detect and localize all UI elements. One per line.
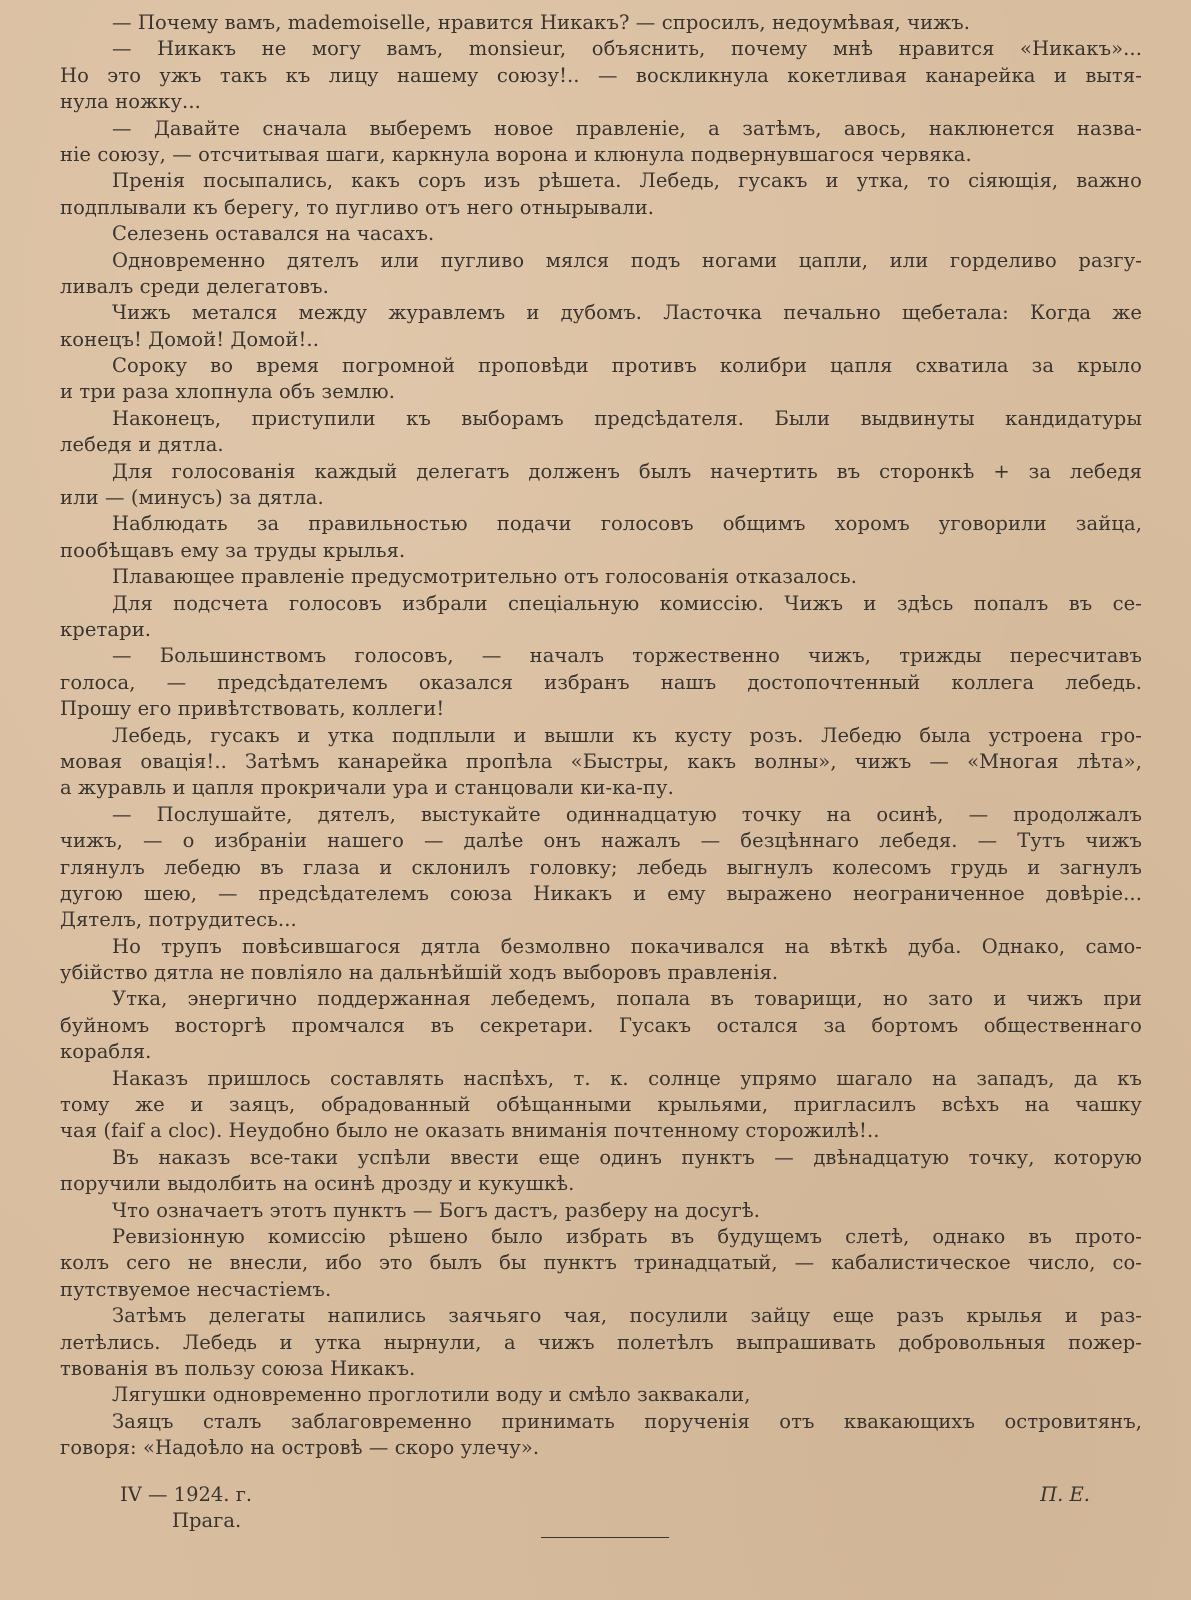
text-line: Наконецъ, приступили къ выборамъ предсѣдателя. Были выдвинуты кандидатуры <box>112 406 1142 430</box>
paragraph <box>60 406 1142 459</box>
paragraph <box>60 802 1142 934</box>
paragraph <box>60 1198 1142 1224</box>
paragraph <box>60 1303 1142 1382</box>
text-line: тому же и заяцъ, обрадованный обѣщанными крыльями, пригласилъ всѣхъ на чашку <box>60 1093 1142 1117</box>
text-line: лебедя и дятла. <box>60 433 224 457</box>
text-line: — Почему вамъ, mademoiselle, нравится Никакъ? — спросилъ, недоумѣвая, чижъ. <box>112 11 971 34</box>
text-line: колъ сего не внесли, ибо это былъ бы пунктъ тринадцатый, — кабалистическое число, со- <box>60 1251 1142 1275</box>
text-line: Чижъ метался между журавлемъ и дубомъ. Ласточка печально щебетала: Когда же <box>112 301 1142 325</box>
text-line: а журавль и цапля прокричали ура и станцовали ки-ка-пу. <box>60 776 674 800</box>
text-line: Но это ужъ такъ къ лицу нашему союзу!.. — воскликнула кокетливая канарейка и вытя- <box>60 63 1142 87</box>
text-line: нула ножку... <box>60 90 201 114</box>
text-line: летѣлись. Лебедь и утка нырнули, а чижъ полетѣлъ выпрашивать добровольныя пожер- <box>60 1330 1142 1354</box>
text-line: Заяцъ сталъ заблаговременно принимать порученія отъ квакающихъ островитянъ, <box>112 1409 1142 1433</box>
text-line: голоса, — предсѣдателемъ оказался избранъ нашъ достопочтенный коллега лебедь. <box>60 670 1142 694</box>
text-line: Утка, энергично поддержанная лебедемъ, попала въ товарищи, но зато и чижъ при <box>112 987 1142 1011</box>
paragraph <box>60 511 1142 564</box>
text-line: Плавающее правленіе предусмотрительно отъ голосованія отказалось. <box>112 565 858 589</box>
text-line: Для голосованія каждый делегатъ долженъ былъ начертить въ сторонкѣ + за лебедя <box>112 459 1142 483</box>
end-rule-divider <box>541 1537 669 1538</box>
text-line: — Давайте сначала выберемъ новое правленіе, а затѣмъ, авось, наклюнется назва- <box>112 116 1142 140</box>
text-line: ливалъ среди делегатовъ. <box>60 274 329 298</box>
text-line: Лягушки одновременно проглотили воду и смѣло заквакали, <box>112 1383 751 1407</box>
text-line: поручили выдолбить на осинѣ дрозду и кукушкѣ. <box>60 1172 575 1196</box>
text-line: Селезень оставался на часахъ. <box>112 222 435 246</box>
text-line: — Большинствомъ голосовъ, — началъ торжественно чижъ, трижды пересчитавъ <box>112 644 1142 668</box>
text-line: пообѣщавъ ему за труды крылья. <box>60 538 406 562</box>
paragraph <box>60 353 1142 406</box>
text-line: путствуемое несчастіемъ. <box>60 1277 332 1301</box>
paragraph <box>60 1145 1142 1198</box>
paragraph <box>60 10 1142 36</box>
text-line: Въ наказъ все-таки успѣли ввести еще одинъ пунктъ — двѣнадцатую точку, которую <box>112 1145 1142 1169</box>
text-line: кретари. <box>60 617 152 641</box>
text-line: чая (faif a cloc). Неудобно было не оказать вниманія почтенному сторожилѣ!.. <box>60 1119 880 1143</box>
paragraph <box>60 1066 1142 1145</box>
text-line: убійство дятла не повліяло на дальнѣйшій ходъ выборовъ правленія. <box>60 961 779 985</box>
paragraph <box>60 248 1142 301</box>
text-line: Пренія посыпались, какъ соръ изъ рѣшета. Лебедь, гусакъ и утка, то сіяющія, важно <box>112 169 1142 193</box>
text-line: — Послушайте, дятелъ, выстукайте одиннадцатую точку на осинѣ, — продолжалъ <box>112 802 1142 826</box>
text-line: Лебедь, гусакъ и утка подплыли и вышли къ кусту розъ. Лебедю была устроена гро- <box>112 723 1142 747</box>
text-line: говоря: «Надоѣло на островѣ — скоро улечу». <box>60 1436 540 1460</box>
text-line: Прошу его привѣтствовать, коллеги! <box>60 697 445 721</box>
paragraph <box>60 1409 1142 1462</box>
text-line: Для подсчета голосовъ избрали спеціальную комиссію. Чижъ и здѣсь попалъ въ се- <box>112 591 1142 615</box>
text-line: Одновременно дятелъ или пугливо мялся подъ ногами цапли, или горделиво разгу- <box>112 248 1142 272</box>
text-line: конецъ! Домой! Домой!.. <box>60 327 320 351</box>
text-line: твованія въ пользу союза Никакъ. <box>60 1356 416 1380</box>
text-line: буйномъ восторгѣ промчался въ секретари. Гусакъ остался за бортомъ общественнаго <box>60 1013 1142 1037</box>
text-line: Что означаетъ этотъ пунктъ — Богъ дастъ, разберу на досугѣ. <box>112 1198 761 1222</box>
signature-place: Прага. <box>172 1509 242 1532</box>
text-line: Сороку во время погромной проповѣди противъ колибри цапля схватила за крыло <box>112 354 1142 378</box>
text-line: Но трупъ повѣсившагося дятла безмолвно покачивался на вѣткѣ дуба. Однако, само- <box>112 934 1142 958</box>
text-line: ніе союзу, — отсчитывая шаги, каркнула ворона и клюнула подвернувшагося червяка. <box>60 142 972 166</box>
paragraph <box>60 934 1142 987</box>
text-line: чижъ, — о избраніи нашего — далѣе онъ нажалъ — безцѣннаго лебедя. — Тутъ чижъ <box>60 829 1142 853</box>
text-line: Затѣмъ делегаты напились заячьяго чая, посулили зайцу еще разъ крылья и раз- <box>112 1304 1142 1328</box>
text-line: Наблюдать за правильностью подачи голосовъ общимъ хоромъ уговорили зайца, <box>112 512 1142 536</box>
text-line: корабля. <box>60 1040 152 1064</box>
paragraph <box>60 986 1142 1065</box>
text-line: — Никакъ не могу вамъ, monsieur, объяснить, почему мнѣ нравится «Никакъ»... <box>112 37 1142 61</box>
paragraph <box>60 459 1142 512</box>
paragraph <box>60 168 1142 221</box>
paragraph <box>60 36 1142 115</box>
signature-date: IV — 1924. г. <box>120 1483 253 1506</box>
paragraph <box>60 591 1142 644</box>
signature-row <box>60 1482 1090 1508</box>
paragraph <box>60 221 1142 247</box>
paragraph <box>60 1382 1142 1408</box>
text-line: мовая овація!.. Затѣмъ канарейка пропѣла «Быстры, какъ волны», чижъ — «Многая лѣта», <box>60 749 1142 773</box>
text-line: и три раза хлопнула объ землю. <box>60 380 396 404</box>
text-line: дугою шею, — предсѣдателемъ союза Никакъ и ему выражено неограниченное довѣріе... <box>60 881 1142 905</box>
paragraph <box>60 564 1142 590</box>
text-line: Наказъ пришлось составлять наспѣхъ, т. к. солнце упрямо шагало на западъ, да къ <box>112 1066 1142 1090</box>
paragraph <box>60 1224 1142 1303</box>
text-line: Дятелъ, потрудитесь... <box>60 908 297 932</box>
text-line: или — (минусъ) за дятла. <box>60 486 324 510</box>
paragraph <box>60 300 1142 353</box>
text-line: глянулъ лебедю въ глаза и склонилъ головку; лебедь выгнулъ колесомъ грудь и загнулъ <box>60 855 1142 879</box>
paragraph <box>60 723 1142 802</box>
paragraph <box>60 116 1142 169</box>
document-body <box>60 10 1142 1461</box>
text-line: подплывали къ берегу, то пугливо отъ него отнырывали. <box>60 195 655 219</box>
author-initials: П. Е. <box>1040 1483 1090 1506</box>
text-line: Ревизіонную комиссію рѣшено было избрать въ будущемъ слетѣ, однако въ прото- <box>112 1224 1142 1248</box>
paragraph <box>60 643 1142 722</box>
